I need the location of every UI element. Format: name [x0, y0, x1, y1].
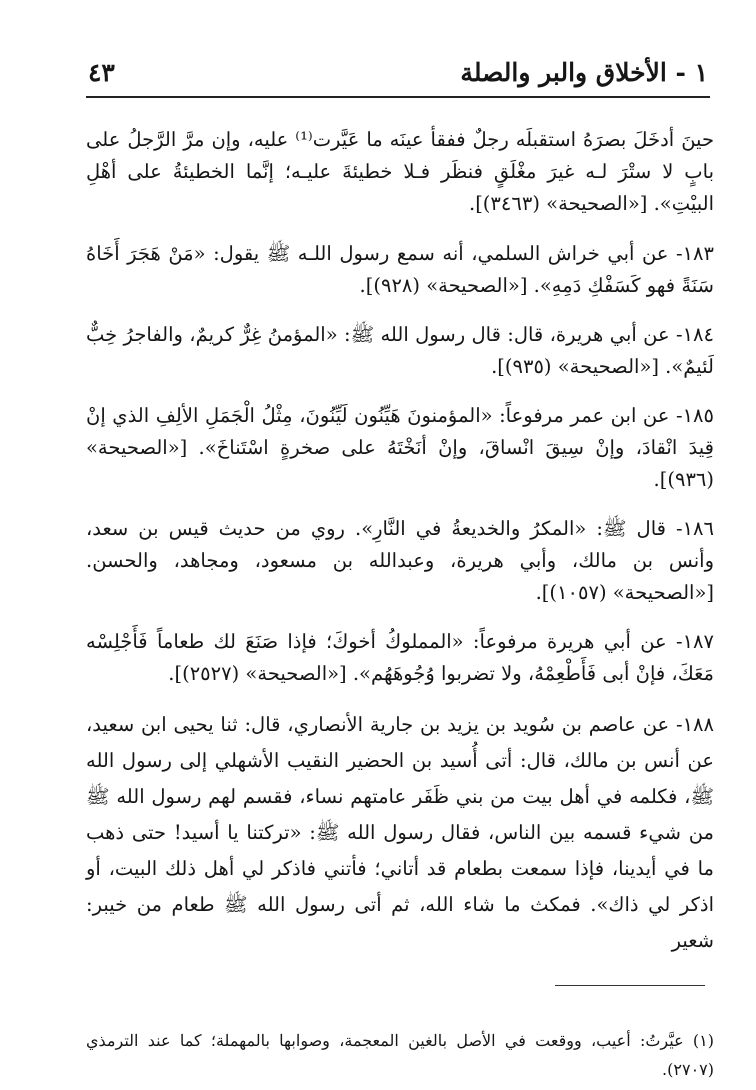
footnote-divider — [555, 985, 705, 986]
hadith-188: ١٨٨- عن عاصم بن سُويد بن يزيد بن جارية الأنصاري، قال: ثنا يحيى ابن سعيد، عن أنس بن مالك، قال: أتى أُسيد بن الحضير النقيب الأشهلي إلى رسول الله ﷺ، فكلمه في أهل بيت من بني ظَفَر عامتهم نساء، فقسم لهم رسول الله ﷺ من شيء قسمه بين الناس، فقال رسول الله ﷺ: «تركتنا يا أسيد! حتى ذهب ما في أيدينا، فإذا سمعت بطعام قد أتاني؛ فأتني فاذكر لي أهل ذلك البيت، أو اذكر لي ذاك». فمكث ما شاء الله، ثم أتى رسول الله ﷺ طعام من خيبر: شعير — [86, 713, 714, 952]
hadith-185: ١٨٥- عن ابن عمر مرفوعاً: «المؤمنونَ هَيِّنُون لَيِّنُونَ، مِثْلُ الْجَمَلِ الألِفِ الذي إنْ قِيدَ انْقادَ، وإنْ سِيقَ انْساقَ، وإنْ أنَخْتَهُ على صخرةٍ اسْتَناخَ». [«الصحيحة» (٩٣٦)]. — [86, 404, 714, 491]
hadith-183: ١٨٣- عن أبي خراش السلمي، أنه سمع رسول اللـه ﷺ يقول: «مَنْ هَجَرَ أَخَاهُ سَنَةً فهو كَسَفْكِ دَمِهِ». [«الصحيحة» (٩٢٨)]. — [86, 242, 714, 297]
hadith-186: ١٨٦- قال ﷺ: «المكرُ والخديعةُ في النَّارِ». روي من حديث قيس بن سعد، وأنس بن مالك، وأبي هريرة، وعبدالله بن مسعود، ومجاهد، والحسن. [«الصحيحة» (١٠٥٧)]. — [86, 517, 714, 604]
footnote: (١) عيَّرتُ: أعيب، ووقعت في الأصل بالغين المعجمة، وصوابها بالمهملة؛ كما عند الترمذي (٢٧٠٧). — [86, 1031, 714, 1079]
paragraph-continuation: حينَ أدخَلَ بصرَهُ استقبلَه رجلٌ ففقأ عينَه ما عَيَّرت⁽¹⁾ عليه، وإن مرَّ الرَّجلُ على بابٍ لا ستْرَ لـه غيرَ مغْلَقٍ فنظَر فـلا خطيئةَ عليـه؛ إنَّما الخطيئةُ على أهْلِ البيْتِ». [«الصحيحة» (٣٤٦٣)]. — [86, 128, 714, 215]
main-text — [86, 124, 714, 959]
chapter-title: ١ - الأخلاق والبر والصلة — [460, 57, 708, 87]
hadith-187: ١٨٧- عن أبي هريرة مرفوعاً: «المملوكُ أخوكَ؛ فإذا صَنَعَ لك طعاماً فَأَجْلِسْه مَعَكَ، فإنْ أبى فَأَطْعِمْهُ، ولا تضربوا وُجُوهَهُم». [«الصحيحة» (٢٥٢٧)]. — [86, 630, 714, 685]
page-header — [88, 52, 708, 92]
header-divider — [86, 96, 710, 98]
page-number: ٤٣ — [88, 57, 115, 87]
hadith-184: ١٨٤- عن أبي هريرة، قال: قال رسول الله ﷺ: «المؤمنُ غِرٌّ كريمٌ، والفاجرُ خِبٌّ لَئيمٌ». [«الصحيحة» (٩٣٥)]. — [86, 323, 714, 378]
